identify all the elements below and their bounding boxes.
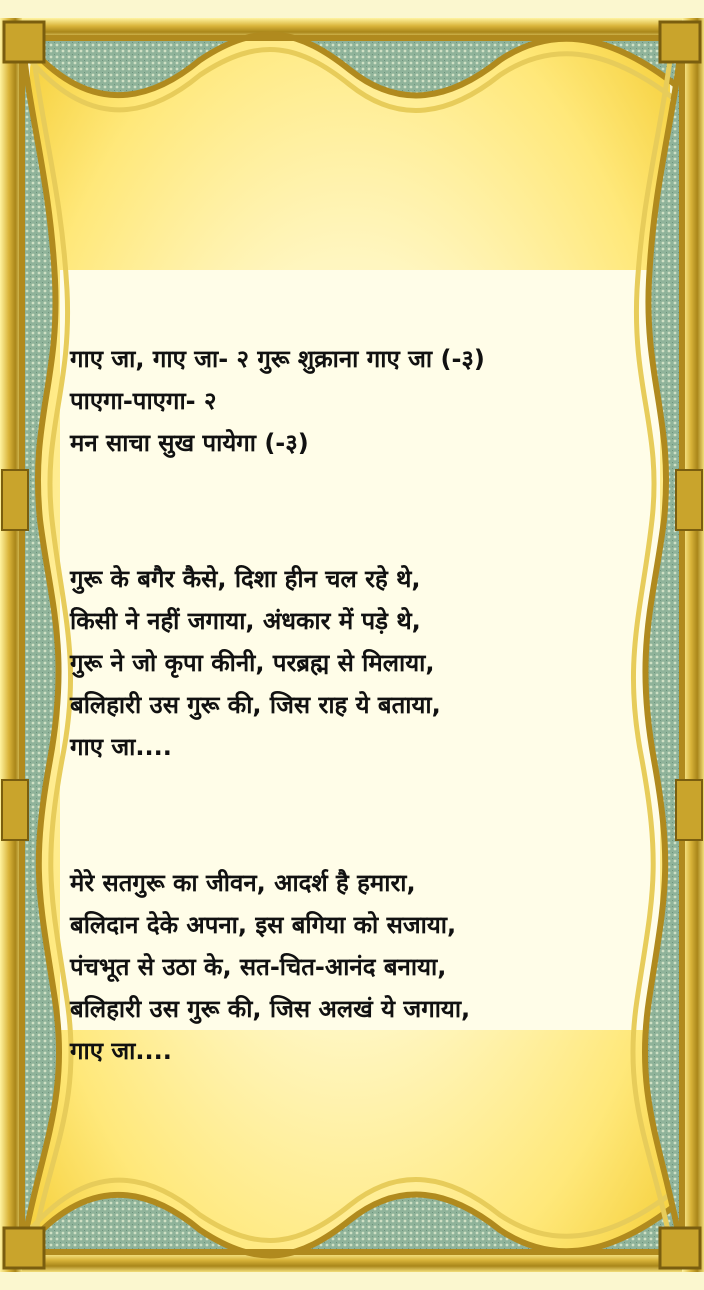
verse-2-line-5: गाए जा.... [70,1037,172,1065]
verse-2-line-4: बलिहारी उस गुरू की, जिस अलखं ये जगाया, [70,995,471,1023]
right-border [682,18,704,1272]
chorus-stanza [70,338,670,464]
left-border [0,18,22,1272]
verse-1-stanza [70,558,670,768]
lyrics [70,338,670,1072]
verse-1-line-2: किसी ने नहीं जगाया, अंधकार में पड़े थे, [70,607,421,635]
verse-1-line-5: गाए जा.... [70,733,172,761]
verse-2-line-3: पंचभूत से उठा के, सत-चित-आनंद बनाया, [70,953,447,981]
verse-2-line-1: मेरे सतगुरू का जीवन, आदर्श है हमारा, [70,869,416,897]
left-wave-band [22,38,59,1252]
chorus-line-2: पाएगा-पाएगा- २ [70,387,217,415]
verse-1-line-3: गुरू ने जो कृपा कीनी, परब्रह्म से मिलाया, [70,649,435,677]
verse-2-line-2: बलिदान देके अपना, इस बगिया को सजाया, [70,911,457,939]
chorus-line-3: मन साचा सुख पायेगा (-३) [70,429,309,457]
chorus-line-1: गाए जा, गाए जा- २ गुरू शुक्राना गाए जा (-३) [70,345,485,373]
verse-1-line-1: गुरू के बगैर कैसे, दिशा हीन चल रहे थे, [70,565,421,593]
verse-2-stanza [70,862,670,1072]
verse-1-line-4: बलिहारी उस गुरू की, जिस राह ये बताया, [70,691,441,719]
